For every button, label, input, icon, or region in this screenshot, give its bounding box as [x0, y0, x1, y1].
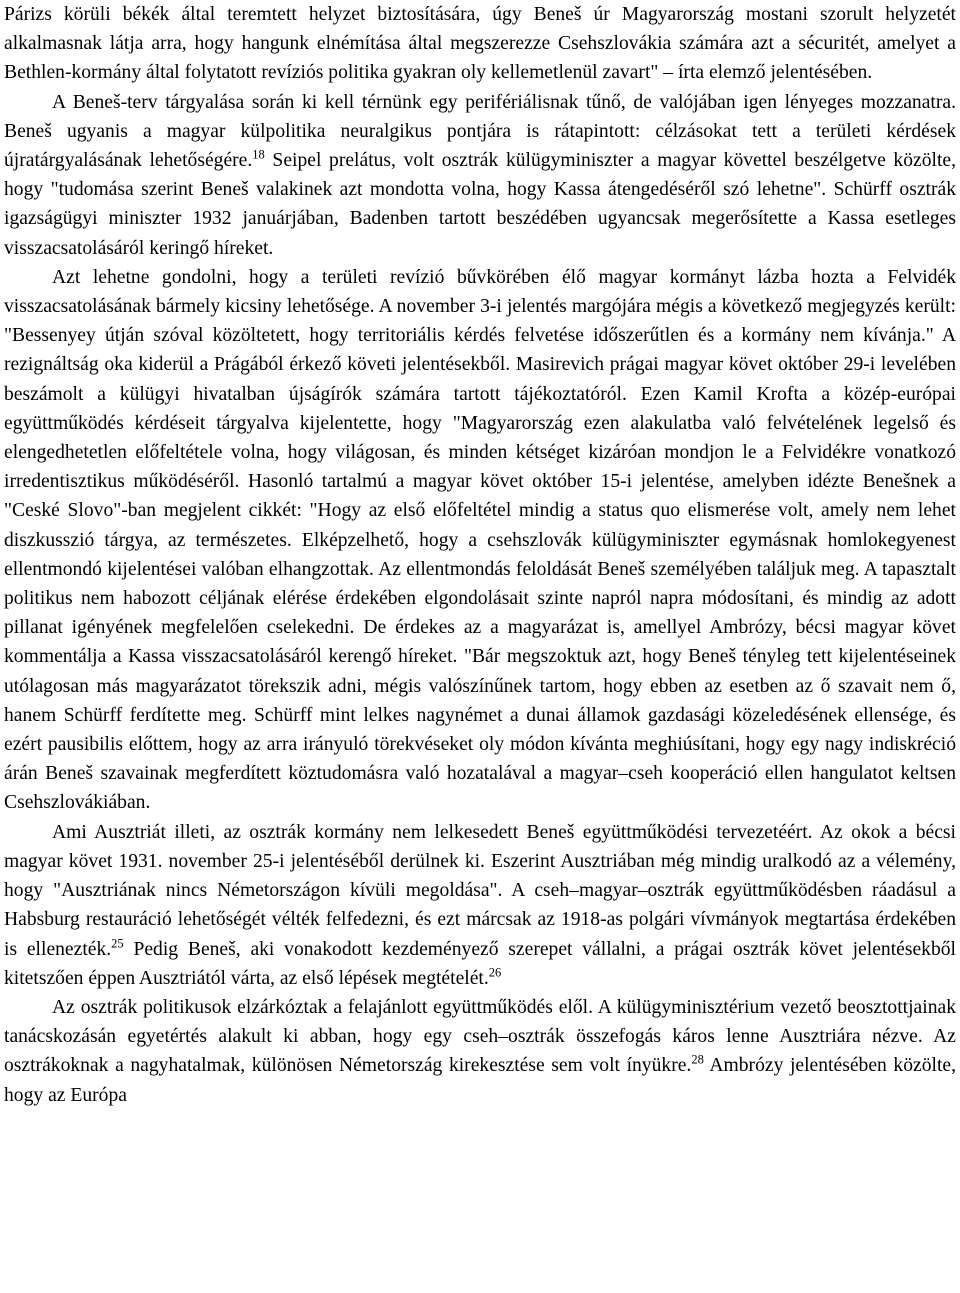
paragraph-5-text-a: Az osztrák politikusok elzárkóztak a felajánlott együttműködés elől. A külügyminisztérium vezető beosztottjainak tanácskozásán egyetértés alakult ki abban, hogy egy cseh–osztrák összefogás káros lenne Ausztriára nézve. Az osztrákoknak a nagyhatalmak, különösen Németország kirekesztése sem volt ínyükre.: [4, 996, 956, 1077]
footnote-ref-18[interactable]: 18: [252, 147, 265, 162]
document-page: [4, 0, 956, 1110]
paragraph-5-text-b: Ambrózy jelentésében közölte, hogy az Európa: [4, 1055, 956, 1106]
paragraph-2: [4, 88, 956, 263]
paragraph-5: [4, 993, 956, 1110]
paragraph-4-text-a: Ami Ausztriát illeti, az osztrák kormány nem lelkesedett Beneš együttműködési tervezetéért. Az okok a bécsi magyar követ 1931. november 25-i jelentéséből derülnek ki. Eszerint Ausztriában még mindig uralkodó az a vélemény, hogy "Ausztriának nincs Németországon kívüli megoldása". A cseh–magyar–osztrák együttműködésben ráadásul a Habsburg restauráció lehetőségét vélték felfedezni, és ezt márcsak az 1918-as polgári vívmányok megtartása érdekében is ellenezték.: [4, 821, 956, 960]
paragraph-4-text-b: Pedig Beneš, aki vonakodott kezdeményező szerepet vállalni, a prágai osztrák követ jelentésekből kitetszően éppen Ausztriától várta, az első lépések megtételét.: [4, 938, 956, 989]
paragraph-1: [4, 0, 956, 88]
paragraph-2-text-b: Seipel prelátus, volt osztrák külügyminiszter a magyar követtel beszélgetve közölte, hogy "tudomása szerint Beneš valakinek azt mondotta volna, hogy Kassa átengedéséről szó lehetne". Schürff osztrák igazságügyi miniszter 1932 januárjában, Badenben tartott beszédében ugyancsak megerősítette a Kassa esetleges visszacsatolásáról keringő híreket.: [4, 150, 957, 259]
paragraph-1-text: Párizs körüli békék által teremtett helyzet biztosítására, úgy Beneš úr Magyarország mostani szorult helyzetét alkalmasnak látja arra, hogy hangunk elnémítása által megszerezze Csehszlovákia számára azt a sécuritét, amelyet a Bethlen-kormány által folytatott revíziós politika gyakran oly kellemetlenül zavart" – írta elemző jelentésében.: [4, 4, 956, 84]
footnote-ref-25[interactable]: 25: [111, 936, 124, 950]
paragraph-4: [4, 818, 956, 993]
paragraph-3-text: Azt lehetne gondolni, hogy a területi revízió bűvkörében élő magyar kormányt lázba hozta a Felvidék visszacsatolásának bármely kicsiny lehetősége. A november 3-i jelentés margójára mégis a következő megjegyzés került: "Bessenyey útján szóval közöltetett, hogy territoriális kérdés felvetése időszerűtlen és a kormány nem kívánja." A rezignáltság oka kiderül a Prágából érkező követi jelentésekből. Masirevich prágai magyar követ október 29-i levelében beszámolt a külügyi hivatalban újságírók számára tartott tájékoztatóról. Ezen Kamil Krofta a közép-európai együttműködés kérdéseit tárgyalva kijelentette, hogy "Magyarország ezen alakulatba való felvételének legelső és elengedhetetlen előfeltétele volna, hogy világosan, és minden kétséget kizáróan mondjon le a Felvidékre vonatkozó irredentisztikus működéséről. Hasonló tartalmú a magyar követ október 15-i jelentése, amelyben idézte Benešnek a "Ceské Slovo"-ban megjelent cikkét: "Hogy az első előfeltétel mindig a status quo elismerése volt, amely nem lehet diszkusszió tárgya, az természetes. Elképzelhető, hogy a csehszlovák külügyminiszter egymásnak homlokegyenest ellentmondó kijelentései valóban elhangzottak. Az ellentmondás feloldását Beneš személyében találjuk meg. A tapasztalt politikus nem habozott céljának elérése érdekében elgondolásait szinte napról napra módosítani, és mindig az adott pillanat igényének megfelelően cselekedni. De érdekes az a magyarázat is, amellyel Ambrózy, bécsi magyar követ kommentálja a Kassa visszacsatolásáról kerengő híreket. "Bár megszoktuk azt, hogy Beneš tényleg tett kijelentéseinek utólagosan más magyarázatot törekszik adni, mégis valószínűnek tartom, hogy ebben az esetben az ő szavait nem ő, hanem Schürff ferdítette meg. Schürff mint lelkes nagynémet a dunai államok gazdasági közeledésének ellensége, és ezért pausibilis előttem, hogy az arra irányuló törekvéseket oly módon kívánta meghiúsítani, hogy egy nagy indiskréció árán Beneš szavainak megferdített köztudomásra való hozatalával a magyar–cseh kooperáció ellen hangulatot keltsen Csehszlovákiában.: [4, 266, 956, 814]
footnote-ref-26[interactable]: 26: [488, 965, 502, 980]
footnote-ref-28[interactable]: 28: [691, 1052, 704, 1067]
paragraph-3: [4, 263, 956, 818]
paragraph-2-text-a: A Beneš-terv tárgyalása során ki kell térnünk egy perifériálisnak tűnő, de valójában igen lényeges mozzanatra. Beneš ugyanis a magyar külpolitika neuralgikus pontjára is rátapintott: célzásokat tett a területi kérdések újratárgyalásának lehetőségére.: [4, 91, 956, 172]
